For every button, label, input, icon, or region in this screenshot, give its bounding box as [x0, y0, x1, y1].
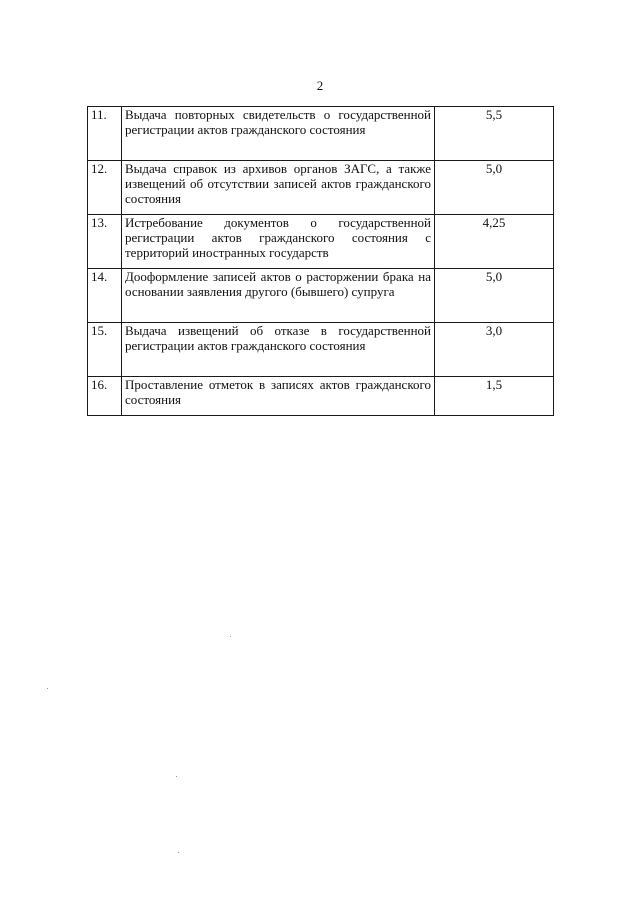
table-row	[88, 215, 554, 269]
scan-speck	[176, 776, 177, 777]
scan-speck	[230, 636, 231, 637]
row-number: 14.	[88, 269, 122, 323]
service-description: Проставление отметок в записях актов гражданского состояния	[122, 377, 435, 416]
service-description: Дооформление записей актов о расторжении брака на основании заявления другого (бывшего) супруга	[122, 269, 435, 323]
table-row	[88, 377, 554, 416]
table-row	[88, 323, 554, 377]
table-row	[88, 269, 554, 323]
table-row	[88, 161, 554, 215]
fee-value: 3,0	[435, 323, 554, 377]
table-row	[88, 107, 554, 161]
fees-table	[87, 106, 554, 416]
fee-value: 5,5	[435, 107, 554, 161]
scan-speck	[47, 688, 48, 689]
page-number: 2	[316, 78, 324, 93]
scan-speck	[178, 852, 179, 853]
fee-value: 5,0	[435, 161, 554, 215]
row-number: 12.	[88, 161, 122, 215]
row-number: 16.	[88, 377, 122, 416]
service-description: Выдача справок из архивов органов ЗАГС, а также извещений об отсутствии записей актов гражданского состояния	[122, 161, 435, 215]
service-description: Выдача извещений об отказе в государственной регистрации актов гражданского состояния	[122, 323, 435, 377]
fee-value: 4,25	[435, 215, 554, 269]
service-description: Выдача повторных свидетельств о государственной регистрации актов гражданского состояния	[122, 107, 435, 161]
fee-value: 1,5	[435, 377, 554, 416]
row-number: 15.	[88, 323, 122, 377]
row-number: 11.	[88, 107, 122, 161]
fee-value: 5,0	[435, 269, 554, 323]
row-number: 13.	[88, 215, 122, 269]
service-description: Истребование документов о государственной регистрации актов гражданского состояния с территорий иностранных государств	[122, 215, 435, 269]
